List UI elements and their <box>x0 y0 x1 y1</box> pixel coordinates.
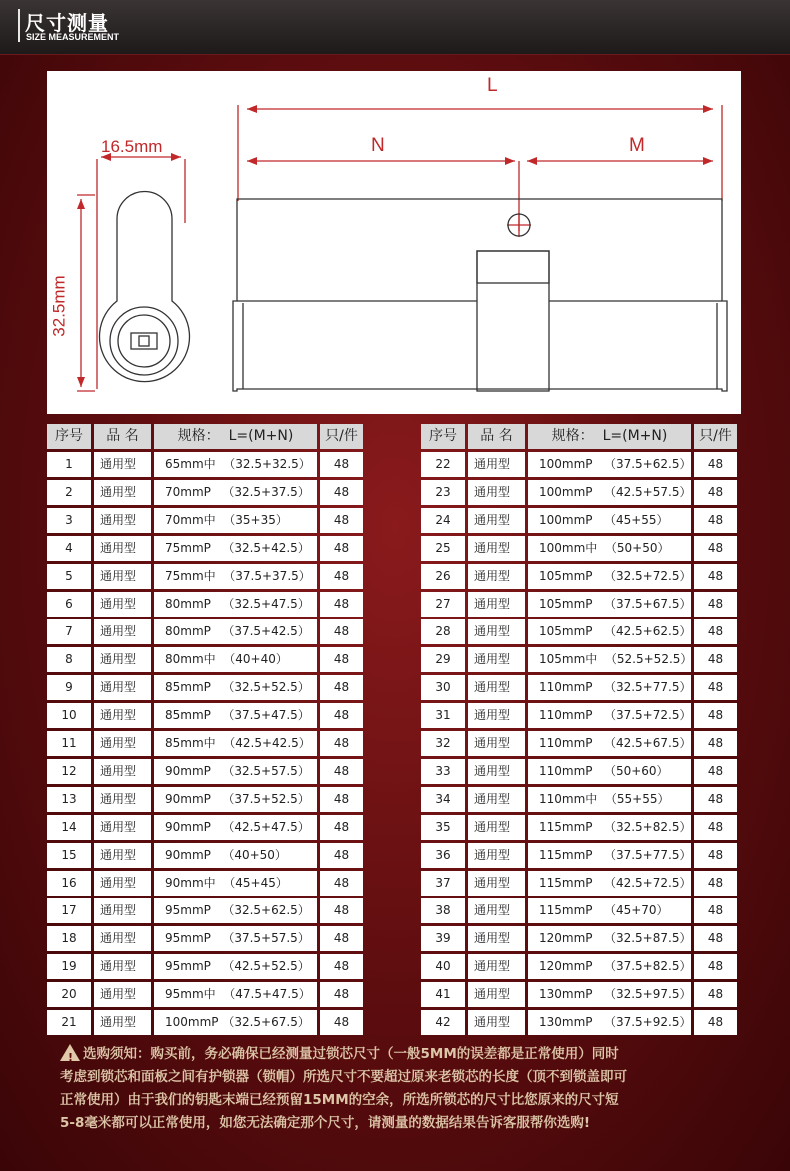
notice-line-4: 5-8毫米都可以正常使用，如您无法确定那个尺寸，请测量的数据结果告诉客服帮你选购! <box>60 1115 591 1131</box>
table-row <box>47 954 363 979</box>
cell-spec: 80mmP （37.5+42.5） <box>154 619 317 644</box>
cell-name: 通用型 <box>94 647 151 672</box>
label-M: M <box>629 135 645 156</box>
header-name: 品 名 <box>468 424 525 449</box>
table-row <box>47 759 363 784</box>
cell-index: 37 <box>421 871 465 896</box>
cell-spec: 120mmP （37.5+82.5） <box>528 954 691 979</box>
header <box>0 0 790 55</box>
cell-spec: 90mm中 （45+45） <box>154 871 317 896</box>
table-row <box>47 647 363 672</box>
table-row <box>47 675 363 700</box>
notice-line-1 <box>60 1041 740 1066</box>
cell-qty: 48 <box>320 843 363 868</box>
cell-qty: 48 <box>320 731 363 756</box>
lock-drawing <box>47 71 741 414</box>
cell-name: 通用型 <box>94 871 151 896</box>
cell-qty: 48 <box>694 508 737 533</box>
cell-spec: 85mmP （32.5+52.5） <box>154 675 317 700</box>
table-row <box>421 703 737 728</box>
cell-name: 通用型 <box>94 787 151 812</box>
cell-index: 10 <box>47 703 91 728</box>
label-height: 32.5mm <box>49 275 69 337</box>
table-row <box>47 843 363 868</box>
cell-spec: 90mmP （40+50） <box>154 843 317 868</box>
label-N: N <box>371 135 385 156</box>
cell-index: 25 <box>421 536 465 561</box>
cell-spec: 70mmP （32.5+37.5） <box>154 480 317 505</box>
cell-spec: 100mmP （42.5+57.5） <box>528 480 691 505</box>
table-row <box>421 815 737 840</box>
cell-index: 40 <box>421 954 465 979</box>
cell-spec: 90mmP （32.5+57.5） <box>154 759 317 784</box>
cell-name: 通用型 <box>468 536 525 561</box>
table-row <box>421 452 737 477</box>
cell-spec: 105mmP （32.5+72.5） <box>528 564 691 589</box>
cell-name: 通用型 <box>94 675 151 700</box>
cell-qty: 48 <box>320 564 363 589</box>
cell-qty: 48 <box>694 843 737 868</box>
header-index: 序号 <box>47 424 91 449</box>
purchase-notice <box>60 1041 740 1135</box>
table-row <box>47 564 363 589</box>
table-row <box>421 898 737 923</box>
cell-name: 通用型 <box>468 982 525 1007</box>
cell-name: 通用型 <box>94 759 151 784</box>
cell-spec: 95mmP （32.5+62.5） <box>154 898 317 923</box>
cell-qty: 48 <box>694 787 737 812</box>
table-row <box>47 982 363 1007</box>
cell-index: 22 <box>421 452 465 477</box>
cell-spec: 105mmP （37.5+67.5） <box>528 592 691 617</box>
cell-name: 通用型 <box>94 926 151 951</box>
cell-index: 31 <box>421 703 465 728</box>
table-row <box>421 592 737 617</box>
cell-spec: 100mmP （32.5+67.5） <box>154 1010 317 1035</box>
table-row <box>421 480 737 505</box>
cell-qty: 48 <box>694 592 737 617</box>
lock-cylinder-diagram <box>47 71 741 414</box>
cell-qty: 48 <box>694 954 737 979</box>
cell-spec: 100mmP （37.5+62.5） <box>528 452 691 477</box>
table-row <box>421 871 737 896</box>
cell-qty: 48 <box>320 619 363 644</box>
cell-name: 通用型 <box>94 898 151 923</box>
cell-name: 通用型 <box>94 954 151 979</box>
cell-qty: 48 <box>320 675 363 700</box>
header-spec: 规格： L=(M+N) <box>154 424 317 449</box>
table-row <box>47 508 363 533</box>
header-subtitle: SIZE MEASUREMENT <box>26 32 120 42</box>
cell-spec: 95mmP （42.5+52.5） <box>154 954 317 979</box>
cell-index: 18 <box>47 926 91 951</box>
cell-qty: 48 <box>320 452 363 477</box>
cell-name: 通用型 <box>94 731 151 756</box>
cell-name: 通用型 <box>468 480 525 505</box>
table-row <box>421 564 737 589</box>
table-row <box>421 843 737 868</box>
cell-index: 41 <box>421 982 465 1007</box>
cell-spec: 115mmP （42.5+72.5） <box>528 871 691 896</box>
cell-spec: 115mmP （32.5+82.5） <box>528 815 691 840</box>
cell-name: 通用型 <box>468 703 525 728</box>
table-row <box>47 787 363 812</box>
cell-qty: 48 <box>320 536 363 561</box>
cell-qty: 48 <box>694 871 737 896</box>
cell-name: 通用型 <box>94 703 151 728</box>
cell-name: 通用型 <box>94 564 151 589</box>
cell-index: 20 <box>47 982 91 1007</box>
cell-spec: 90mmP （37.5+52.5） <box>154 787 317 812</box>
table-row <box>47 926 363 951</box>
cell-index: 27 <box>421 592 465 617</box>
cell-spec: 105mm中 （52.5+52.5） <box>528 647 691 672</box>
cell-spec: 130mmP （37.5+92.5） <box>528 1010 691 1035</box>
table-row <box>47 703 363 728</box>
cell-qty: 48 <box>320 508 363 533</box>
header-qty: 只/件 <box>694 424 737 449</box>
table-row <box>421 982 737 1007</box>
cell-name: 通用型 <box>468 926 525 951</box>
cell-spec: 100mmP （45+55） <box>528 508 691 533</box>
cell-index: 32 <box>421 731 465 756</box>
cell-qty: 48 <box>320 759 363 784</box>
header-spec: 规格： L=(M+N) <box>528 424 691 449</box>
table-header <box>47 424 363 449</box>
cell-qty: 48 <box>320 592 363 617</box>
cell-qty: 48 <box>694 564 737 589</box>
cell-name: 通用型 <box>468 675 525 700</box>
cell-qty: 48 <box>694 815 737 840</box>
cell-name: 通用型 <box>94 592 151 617</box>
cell-spec: 80mm中 （40+40） <box>154 647 317 672</box>
cell-qty: 48 <box>320 954 363 979</box>
cell-spec: 95mm中 （47.5+47.5） <box>154 982 317 1007</box>
cell-spec: 65mm中 （32.5+32.5） <box>154 452 317 477</box>
cell-index: 39 <box>421 926 465 951</box>
cell-name: 通用型 <box>468 787 525 812</box>
cell-qty: 48 <box>694 926 737 951</box>
table-row <box>47 1010 363 1035</box>
cell-spec: 75mmP （32.5+42.5） <box>154 536 317 561</box>
cell-name: 通用型 <box>468 592 525 617</box>
cell-index: 36 <box>421 843 465 868</box>
cell-name: 通用型 <box>468 508 525 533</box>
table-row <box>421 926 737 951</box>
cell-qty: 48 <box>320 787 363 812</box>
table-row <box>421 759 737 784</box>
table-row <box>47 536 363 561</box>
header-qty: 只/件 <box>320 424 363 449</box>
cell-qty: 48 <box>694 703 737 728</box>
cell-spec: 70mm中 （35+35） <box>154 508 317 533</box>
cell-qty: 48 <box>694 619 737 644</box>
cell-name: 通用型 <box>94 815 151 840</box>
cell-name: 通用型 <box>468 452 525 477</box>
cell-qty: 48 <box>320 898 363 923</box>
cell-index: 26 <box>421 564 465 589</box>
cell-qty: 48 <box>694 982 737 1007</box>
header-index: 序号 <box>421 424 465 449</box>
cell-index: 13 <box>47 787 91 812</box>
cell-qty: 48 <box>694 452 737 477</box>
cell-index: 11 <box>47 731 91 756</box>
cell-index: 38 <box>421 898 465 923</box>
cell-name: 通用型 <box>468 1010 525 1035</box>
cell-index: 1 <box>47 452 91 477</box>
cell-spec: 75mm中 （37.5+37.5） <box>154 564 317 589</box>
cell-name: 通用型 <box>468 647 525 672</box>
cell-name: 通用型 <box>468 619 525 644</box>
cell-spec: 115mmP （37.5+77.5） <box>528 843 691 868</box>
cell-qty: 48 <box>320 871 363 896</box>
table-row <box>421 536 737 561</box>
cell-spec: 110mm中 （55+55） <box>528 787 691 812</box>
cell-name: 通用型 <box>94 619 151 644</box>
cell-index: 15 <box>47 843 91 868</box>
notice-line-3: 正常使用）由于我们的钥匙末端已经预留15MM的空余，所选所锁芯的尺寸比您原来的尺寸短 <box>60 1092 619 1108</box>
cell-qty: 48 <box>694 675 737 700</box>
cell-index: 30 <box>421 675 465 700</box>
cell-index: 4 <box>47 536 91 561</box>
cell-spec: 100mm中 （50+50） <box>528 536 691 561</box>
cell-spec: 110mmP （32.5+77.5） <box>528 675 691 700</box>
cell-name: 通用型 <box>468 815 525 840</box>
cell-spec: 80mmP （32.5+47.5） <box>154 592 317 617</box>
cell-qty: 48 <box>320 1010 363 1035</box>
table-row <box>421 619 737 644</box>
cell-index: 9 <box>47 675 91 700</box>
table-row <box>421 675 737 700</box>
cell-index: 5 <box>47 564 91 589</box>
cell-name: 通用型 <box>468 731 525 756</box>
cell-qty: 48 <box>320 815 363 840</box>
notice-text-1: 选购须知：购买前，务必确保已经测量过锁芯尺寸（一般5MM的误差都是正常使用）同时 <box>83 1046 619 1062</box>
header-bar <box>18 9 20 42</box>
cell-qty: 48 <box>694 647 737 672</box>
header-title: 尺寸测量 <box>25 11 109 35</box>
table-row <box>421 647 737 672</box>
cell-qty: 48 <box>320 703 363 728</box>
cell-index: 33 <box>421 759 465 784</box>
cell-spec: 110mmP （42.5+67.5） <box>528 731 691 756</box>
table-row <box>47 731 363 756</box>
cell-index: 8 <box>47 647 91 672</box>
cell-spec: 115mmP （45+70） <box>528 898 691 923</box>
table-row <box>421 731 737 756</box>
cell-qty: 48 <box>694 759 737 784</box>
cell-name: 通用型 <box>468 871 525 896</box>
label-L: L <box>487 75 498 96</box>
dimension-lines <box>77 105 722 391</box>
cell-spec: 95mmP （37.5+57.5） <box>154 926 317 951</box>
cell-index: 6 <box>47 592 91 617</box>
cell-qty: 48 <box>694 1010 737 1035</box>
cell-name: 通用型 <box>468 898 525 923</box>
cell-index: 24 <box>421 508 465 533</box>
cell-qty: 48 <box>320 480 363 505</box>
cell-spec: 110mmP （37.5+72.5） <box>528 703 691 728</box>
table-row <box>47 619 363 644</box>
table-row <box>47 898 363 923</box>
cell-name: 通用型 <box>94 1010 151 1035</box>
cell-qty: 48 <box>320 982 363 1007</box>
cell-qty: 48 <box>694 731 737 756</box>
cell-index: 2 <box>47 480 91 505</box>
cell-index: 42 <box>421 1010 465 1035</box>
cell-name: 通用型 <box>468 843 525 868</box>
cell-index: 14 <box>47 815 91 840</box>
warning-icon: ! <box>60 1044 80 1061</box>
table-row <box>421 954 737 979</box>
table-row <box>421 1010 737 1035</box>
cell-index: 16 <box>47 871 91 896</box>
table-row <box>421 787 737 812</box>
cell-index: 28 <box>421 619 465 644</box>
table-row <box>47 815 363 840</box>
cell-index: 7 <box>47 619 91 644</box>
cell-index: 35 <box>421 815 465 840</box>
cell-name: 通用型 <box>94 843 151 868</box>
cell-qty: 48 <box>694 480 737 505</box>
table-row <box>47 592 363 617</box>
table-header <box>421 424 737 449</box>
cell-spec: 110mmP （50+60） <box>528 759 691 784</box>
cell-qty: 48 <box>694 536 737 561</box>
cylinder-outline <box>100 192 728 392</box>
cell-name: 通用型 <box>94 982 151 1007</box>
cell-name: 通用型 <box>94 508 151 533</box>
cell-spec: 85mmP （37.5+47.5） <box>154 703 317 728</box>
table-row <box>47 871 363 896</box>
cell-index: 21 <box>47 1010 91 1035</box>
notice-line-2: 考虑到锁芯和面板之间有护锁器（锁帽）所选尺寸不要超过原来老锁芯的长度（顶不到锁盖即可 <box>60 1069 627 1085</box>
cell-spec: 90mmP （42.5+47.5） <box>154 815 317 840</box>
header-name: 品 名 <box>94 424 151 449</box>
cell-name: 通用型 <box>94 452 151 477</box>
cell-spec: 85mm中 （42.5+42.5） <box>154 731 317 756</box>
cell-spec: 130mmP （32.5+97.5） <box>528 982 691 1007</box>
cell-qty: 48 <box>320 647 363 672</box>
cell-spec: 105mmP （42.5+62.5） <box>528 619 691 644</box>
cell-index: 34 <box>421 787 465 812</box>
cell-index: 17 <box>47 898 91 923</box>
table-row <box>47 480 363 505</box>
cell-qty: 48 <box>320 926 363 951</box>
table-row <box>47 452 363 477</box>
cell-index: 23 <box>421 480 465 505</box>
table-row <box>421 508 737 533</box>
cell-name: 通用型 <box>468 954 525 979</box>
cell-index: 3 <box>47 508 91 533</box>
cell-spec: 120mmP （32.5+87.5） <box>528 926 691 951</box>
cell-qty: 48 <box>694 898 737 923</box>
cell-name: 通用型 <box>468 564 525 589</box>
cell-name: 通用型 <box>468 759 525 784</box>
cell-index: 19 <box>47 954 91 979</box>
cell-index: 12 <box>47 759 91 784</box>
cell-name: 通用型 <box>94 480 151 505</box>
label-width: 16.5mm <box>101 137 163 156</box>
cell-name: 通用型 <box>94 536 151 561</box>
cell-index: 29 <box>421 647 465 672</box>
